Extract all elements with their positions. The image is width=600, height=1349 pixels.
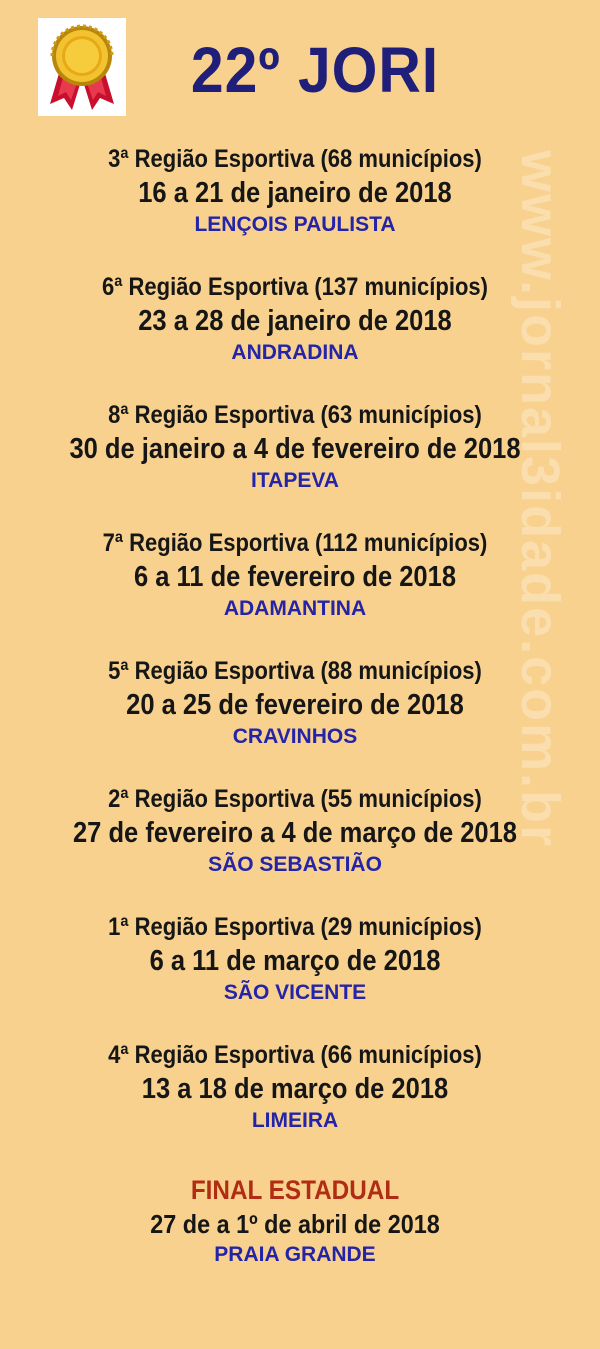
final-city: PRAIA GRANDE: [214, 1243, 376, 1266]
event-dates: 27 de fevereiro a 4 de março de 2018: [72, 817, 518, 849]
event-city: CRAVINHOS: [232, 725, 358, 748]
medal-logo: [38, 18, 126, 116]
event-item: [0, 143, 590, 271]
final-event: [0, 1173, 590, 1269]
event-item: [0, 911, 590, 1039]
event-dates: 6 a 11 de fevereiro de 2018: [133, 561, 457, 593]
event-item: [0, 527, 590, 655]
event-list: [0, 143, 590, 1269]
event-region: 4ª Região Esportiva (66 municípios): [108, 1041, 482, 1069]
event-city: ANDRADINA: [231, 341, 359, 364]
event-region: 3ª Região Esportiva (68 municípios): [108, 145, 482, 173]
event-dates: 16 a 21 de janeiro de 2018: [138, 177, 452, 209]
page-title: 22º JORI: [190, 34, 440, 106]
event-city: LENÇOIS PAULISTA: [194, 213, 396, 236]
event-region: 7ª Região Esportiva (112 municípios): [102, 529, 488, 557]
event-dates: 30 de janeiro a 4 de fevereiro de 2018: [69, 433, 521, 465]
watermark-text: www.jornal3idade.com.br: [510, 150, 570, 849]
event-city: SÃO SEBASTIÃO: [208, 853, 382, 876]
event-item: [0, 271, 590, 399]
event-city: ADAMANTINA: [223, 597, 367, 620]
event-item: [0, 1039, 590, 1167]
event-dates: 20 a 25 de fevereiro de 2018: [126, 689, 464, 721]
event-region: 5ª Região Esportiva (88 municípios): [108, 657, 482, 685]
final-dates: 27 de a 1º de abril de 2018: [150, 1209, 440, 1239]
event-item: [0, 783, 590, 911]
event-region: 6ª Região Esportiva (137 municípios): [102, 273, 488, 301]
event-region: 2ª Região Esportiva (55 municípios): [108, 785, 482, 813]
event-item: [0, 655, 590, 783]
final-title: FINAL ESTADUAL: [190, 1175, 400, 1205]
event-item: [0, 399, 590, 527]
event-dates: 6 a 11 de março de 2018: [149, 945, 441, 977]
event-region: 8ª Região Esportiva (63 municípios): [108, 401, 482, 429]
award-ribbon-icon: [38, 18, 126, 116]
event-city: ITAPEVA: [251, 469, 339, 492]
event-region: 1ª Região Esportiva (29 municípios): [108, 913, 482, 941]
event-city: SÃO VICENTE: [223, 981, 367, 1004]
event-city: LIMEIRA: [251, 1109, 339, 1132]
event-dates: 13 a 18 de março de 2018: [141, 1073, 449, 1105]
event-dates: 23 a 28 de janeiro de 2018: [138, 305, 452, 337]
